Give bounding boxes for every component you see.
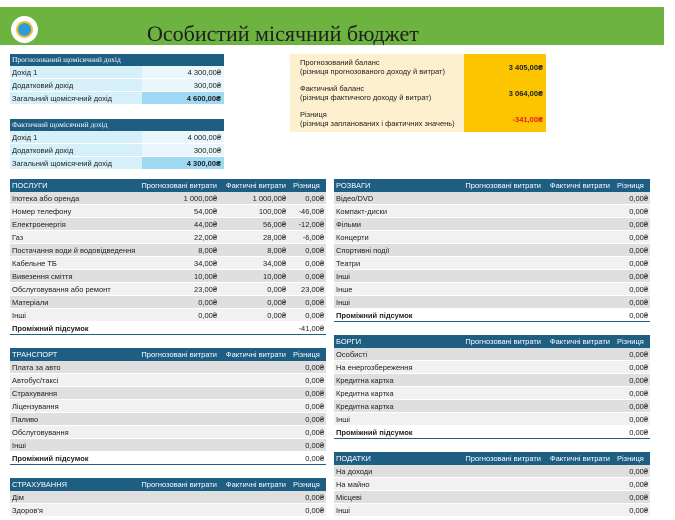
balance-row-projected [290, 54, 546, 80]
table-row [334, 400, 650, 413]
row-projected[interactable] [463, 218, 545, 230]
actual-income-table [10, 119, 224, 170]
income-label[interactable]: Додатковий дохід [10, 144, 142, 156]
row-projected[interactable] [463, 504, 545, 516]
subtotal-label: Проміжний підсумок [12, 324, 89, 333]
row-actual[interactable] [221, 504, 290, 516]
row-projected[interactable] [463, 244, 545, 256]
row-actual[interactable]: 0,00₴ [267, 285, 286, 294]
section-title: ТРАНСПОРТ [12, 350, 58, 359]
section-rows [10, 361, 326, 452]
subtotal-row [334, 426, 650, 439]
column-header-projected: Прогнозовані витрати [141, 181, 217, 190]
table-row [10, 218, 326, 231]
row-projected[interactable]: 34,00₴ [194, 259, 217, 268]
section-rows [10, 491, 326, 517]
row-name[interactable]: Інше [336, 285, 353, 294]
row-name[interactable]: На доходи [336, 467, 373, 476]
column-header-projected: Прогнозовані витрати [141, 350, 217, 359]
table-row [334, 348, 650, 361]
table-row [334, 296, 650, 309]
row-actual[interactable] [545, 244, 614, 256]
row-difference: 0,00₴ [629, 272, 648, 281]
row-projected[interactable] [463, 361, 545, 373]
row-difference: 0,00₴ [629, 194, 648, 203]
row-actual[interactable] [545, 283, 614, 295]
income-row [10, 131, 224, 144]
row-projected[interactable] [139, 387, 221, 399]
row-name[interactable]: На енергозбереження [336, 363, 413, 372]
row-actual[interactable]: 34,00₴ [263, 259, 286, 268]
row-difference: 0,00₴ [629, 389, 648, 398]
row-name[interactable]: Спортивні події [336, 246, 390, 255]
column-header-projected: Прогнозовані витрати [465, 337, 541, 346]
section-title: ПОДАТКИ [336, 454, 371, 463]
row-actual[interactable] [221, 439, 290, 451]
row-name[interactable]: Обслуговування [12, 428, 69, 437]
row-difference: 0,00₴ [629, 402, 648, 411]
section-header [334, 179, 650, 192]
table-row [10, 439, 326, 452]
row-name[interactable]: Паливо [12, 415, 39, 424]
subtotal-row [10, 452, 326, 465]
row-name[interactable]: Здоров'я [12, 506, 43, 515]
income-total-row [10, 157, 224, 170]
income-row [10, 79, 224, 92]
row-name[interactable]: Автобус/таксі [12, 376, 59, 385]
row-actual[interactable] [545, 257, 614, 269]
row-projected[interactable]: 10,00₴ [194, 272, 217, 281]
income-label[interactable]: Додатковий дохід [10, 79, 142, 91]
table-row [334, 218, 650, 231]
row-projected[interactable] [463, 491, 545, 503]
income-value[interactable]: 300,00₴ [142, 79, 224, 91]
table-row [334, 205, 650, 218]
row-actual[interactable] [545, 348, 614, 360]
column-header-projected: Прогнозовані витрати [465, 181, 541, 190]
row-name[interactable]: Газ [12, 233, 24, 242]
row-actual[interactable]: 0,00₴ [267, 311, 286, 320]
table-row [334, 465, 650, 478]
row-difference: 0,00₴ [305, 259, 324, 268]
column-header-projected: Прогнозовані витрати [141, 480, 217, 489]
table-row [334, 478, 650, 491]
row-projected[interactable] [463, 348, 545, 360]
row-difference: 0,00₴ [629, 363, 648, 372]
row-name[interactable]: Кредитна картка [336, 389, 394, 398]
balance-label-main: Прогнозований баланс [300, 58, 380, 67]
income-value[interactable]: 4 300,00₴ [142, 66, 224, 78]
row-actual[interactable] [545, 478, 614, 490]
column-header-actual: Фактичні витрати [225, 480, 286, 489]
row-difference: 0,00₴ [305, 376, 324, 385]
balance-label[interactable] [290, 54, 464, 80]
row-name[interactable]: Дім [12, 493, 24, 502]
row-actual[interactable] [545, 374, 614, 386]
table-row [334, 413, 650, 426]
row-actual[interactable]: 1 000,00₴ [252, 194, 286, 203]
column-header-actual: Фактичні витрати [549, 181, 610, 190]
row-projected[interactable]: 23,00₴ [194, 285, 217, 294]
income-total-value[interactable]: 4 600,00₴ [142, 92, 224, 104]
row-actual[interactable] [221, 426, 290, 438]
row-actual[interactable] [221, 400, 290, 412]
subtotal-row [10, 322, 326, 335]
entertainment-table [334, 179, 650, 322]
table-row [10, 205, 326, 218]
row-difference: 0,00₴ [629, 259, 648, 268]
row-actual[interactable]: 0,00₴ [267, 298, 286, 307]
budget-coin-icon [11, 16, 38, 43]
row-difference: 0,00₴ [305, 402, 324, 411]
row-projected[interactable] [463, 413, 545, 425]
section-header [334, 335, 650, 348]
row-actual[interactable]: 28,00₴ [263, 233, 286, 242]
table-row [10, 257, 326, 270]
row-name[interactable]: Концерти [336, 233, 369, 242]
row-actual[interactable] [545, 205, 614, 217]
row-projected[interactable]: 44,00₴ [194, 220, 217, 229]
section-title: ПОСЛУГИ [12, 181, 48, 190]
row-actual[interactable] [545, 413, 614, 425]
balance-label-note: (різниця прогнозованого доходу й витрат) [300, 67, 445, 76]
income-value[interactable]: 300,00₴ [142, 144, 224, 156]
table-row [334, 244, 650, 257]
column-header-actual: Фактичні витрати [549, 337, 610, 346]
row-difference: 0,00₴ [305, 363, 324, 372]
row-projected[interactable] [463, 283, 545, 295]
column-header-actual: Фактичні витрати [225, 350, 286, 359]
row-name[interactable]: Електроенергія [12, 220, 66, 229]
table-row [10, 283, 326, 296]
debts-table [334, 335, 650, 439]
section-header [10, 179, 326, 192]
subtotal-row [334, 309, 650, 322]
subtotal-value: 0,00₴ [305, 454, 324, 463]
row-difference: 0,00₴ [629, 220, 648, 229]
table-row [10, 192, 326, 205]
row-projected[interactable] [463, 400, 545, 412]
table-row [10, 491, 326, 504]
row-actual[interactable] [545, 400, 614, 412]
table-row [10, 361, 326, 374]
income-total-row [10, 92, 224, 105]
row-name[interactable]: Кредитна картка [336, 376, 394, 385]
row-actual[interactable]: 100,00₴ [258, 207, 286, 216]
row-projected[interactable] [463, 465, 545, 477]
actual-income-header: Фактичний щомісячний дохід [10, 119, 224, 131]
section-rows [334, 465, 650, 517]
table-row [10, 270, 326, 283]
row-actual[interactable] [545, 504, 614, 516]
section-header [10, 348, 326, 361]
table-row [10, 231, 326, 244]
row-actual[interactable] [221, 413, 290, 425]
row-name[interactable]: Ліцензування [12, 402, 59, 411]
row-name[interactable]: Кредитна картка [336, 402, 394, 411]
table-row [334, 270, 650, 283]
row-actual[interactable] [545, 218, 614, 230]
income-row [10, 66, 224, 79]
balance-panel [290, 54, 546, 132]
row-difference: 0,00₴ [629, 376, 648, 385]
row-projected[interactable] [463, 205, 545, 217]
section-title: СТРАХУВАННЯ [12, 480, 68, 489]
section-rows [10, 192, 326, 322]
row-projected[interactable] [463, 231, 545, 243]
income-total-value[interactable]: 4 300,00₴ [142, 157, 224, 169]
table-row [334, 192, 650, 205]
balance-label-note: (різниця запланованих і фактичних значень) [300, 119, 455, 128]
row-name[interactable]: Компакт-диски [336, 207, 388, 216]
column-header-difference: Різниця [617, 454, 644, 463]
row-difference: 0,00₴ [305, 428, 324, 437]
column-header-difference: Різниця [293, 181, 320, 190]
row-projected[interactable] [139, 426, 221, 438]
subtotal-value: 0,00₴ [629, 311, 648, 320]
row-difference: 0,00₴ [305, 389, 324, 398]
row-actual[interactable] [545, 361, 614, 373]
row-actual[interactable]: 56,00₴ [263, 220, 286, 229]
row-difference: 0,00₴ [629, 506, 648, 515]
row-difference: 0,00₴ [629, 298, 648, 307]
balance-value[interactable]: 3 064,00₴ [464, 80, 546, 106]
row-difference: 0,00₴ [629, 350, 648, 359]
taxes-table [334, 452, 650, 517]
table-row [10, 413, 326, 426]
row-projected[interactable] [139, 491, 221, 503]
column-header-projected: Прогнозовані витрати [465, 454, 541, 463]
row-projected[interactable] [463, 257, 545, 269]
row-projected[interactable]: 8,00₴ [198, 246, 217, 255]
row-projected[interactable] [463, 478, 545, 490]
row-difference: 0,00₴ [305, 506, 324, 515]
column-header-difference: Різниця [617, 181, 644, 190]
insurance-table [10, 478, 326, 517]
row-name[interactable]: Інші [336, 298, 350, 307]
balance-value[interactable]: -341,00₴ [464, 106, 546, 132]
title-banner [0, 7, 664, 45]
subtotal-value: 0,00₴ [629, 428, 648, 437]
row-projected[interactable] [139, 439, 221, 451]
row-projected[interactable] [463, 387, 545, 399]
row-difference: 0,00₴ [305, 298, 324, 307]
row-projected[interactable] [463, 374, 545, 386]
row-projected[interactable]: 1 000,00₴ [183, 194, 217, 203]
row-actual[interactable] [221, 387, 290, 399]
income-label[interactable]: Загальний щомісячний дохід [10, 157, 142, 169]
balance-label-main: Фактичний баланс [300, 84, 365, 93]
row-name[interactable]: Вивезення сміття [12, 272, 73, 281]
section-header [334, 452, 650, 465]
row-difference: -12,00₴ [298, 220, 324, 229]
table-row [334, 283, 650, 296]
table-row [10, 296, 326, 309]
row-difference: 0,00₴ [629, 285, 648, 294]
row-actual[interactable] [545, 465, 614, 477]
row-actual[interactable]: 10,00₴ [263, 272, 286, 281]
row-name[interactable]: Інші [336, 506, 350, 515]
row-projected[interactable] [139, 413, 221, 425]
row-actual[interactable] [221, 361, 290, 373]
subtotal-value: -41,00₴ [298, 324, 324, 333]
row-actual[interactable] [545, 270, 614, 282]
subtotal-label: Проміжний підсумок [336, 428, 413, 437]
row-actual[interactable] [545, 491, 614, 503]
income-label[interactable]: Загальний щомісячний дохід [10, 92, 142, 104]
row-name[interactable]: Кабельне ТБ [12, 259, 57, 268]
row-difference: 0,00₴ [629, 467, 648, 476]
row-difference: 0,00₴ [305, 272, 324, 281]
row-projected[interactable] [463, 270, 545, 282]
table-row [10, 426, 326, 439]
row-difference: 0,00₴ [305, 493, 324, 502]
row-projected[interactable] [139, 374, 221, 386]
table-row [334, 374, 650, 387]
row-difference: 0,00₴ [305, 194, 324, 203]
balance-value[interactable]: 3 405,00₴ [464, 54, 546, 80]
row-name[interactable]: Інші [336, 272, 350, 281]
income-row [10, 144, 224, 157]
row-projected[interactable] [139, 504, 221, 516]
row-name[interactable]: Номер телефону [12, 207, 72, 216]
subtotal-label: Проміжний підсумок [12, 454, 89, 463]
row-difference: 0,00₴ [629, 415, 648, 424]
column-header-actual: Фактичні витрати [549, 454, 610, 463]
row-name[interactable]: На майно [336, 480, 370, 489]
row-projected[interactable]: 54,00₴ [194, 207, 217, 216]
projected-income-table [10, 54, 224, 105]
row-difference: -46,00₴ [298, 207, 324, 216]
table-row [334, 257, 650, 270]
row-name[interactable]: Страхування [12, 389, 58, 398]
row-difference: 23,00₴ [301, 285, 324, 294]
row-name[interactable]: Іпотека або оренда [12, 194, 80, 203]
subtotal-label: Проміжний підсумок [336, 311, 413, 320]
page-title: Особистий місячний бюджет [147, 21, 419, 46]
row-name[interactable]: Інші [336, 415, 350, 424]
row-name[interactable]: Інші [12, 441, 26, 450]
row-projected[interactable]: 0,00₴ [198, 298, 217, 307]
row-projected[interactable] [463, 296, 545, 308]
row-projected[interactable] [139, 361, 221, 373]
table-row [334, 491, 650, 504]
balance-row-difference [290, 106, 546, 132]
table-row [10, 504, 326, 517]
table-row [10, 309, 326, 322]
column-header-difference: Різниця [617, 337, 644, 346]
income-value[interactable]: 4 000,00₴ [142, 131, 224, 143]
column-header-difference: Різниця [293, 350, 320, 359]
row-difference: 0,00₴ [629, 480, 648, 489]
column-header-actual: Фактичні витрати [225, 181, 286, 190]
row-difference: -6,00₴ [302, 233, 324, 242]
balance-row-actual [290, 80, 546, 106]
projected-income-header: Прогнозований щомісячний дохід [10, 54, 224, 66]
balance-label-note: (різниця фактичного доходу й витрат) [300, 93, 432, 102]
balance-label[interactable] [290, 106, 464, 132]
row-name[interactable]: Особисті [336, 350, 368, 359]
row-actual[interactable] [545, 192, 614, 204]
row-difference: 0,00₴ [305, 415, 324, 424]
row-name[interactable]: Інші [12, 311, 26, 320]
row-actual[interactable] [545, 296, 614, 308]
table-row [334, 231, 650, 244]
row-difference: 0,00₴ [629, 493, 648, 502]
row-name[interactable]: Постачання води й водовідведення [12, 246, 136, 255]
row-name[interactable]: Матеріали [12, 298, 49, 307]
table-row [10, 244, 326, 257]
row-difference: 0,00₴ [305, 441, 324, 450]
row-name[interactable]: Театри [336, 259, 361, 268]
row-name[interactable]: Обслуговування або ремонт [12, 285, 111, 294]
row-projected[interactable]: 22,00₴ [194, 233, 217, 242]
row-projected[interactable]: 0,00₴ [198, 311, 217, 320]
balance-label-main: Різниця [300, 110, 327, 119]
section-header [10, 478, 326, 491]
row-name[interactable]: Фільми [336, 220, 361, 229]
row-name[interactable]: Місцеві [336, 493, 362, 502]
row-difference: 0,00₴ [305, 311, 324, 320]
table-row [334, 361, 650, 374]
table-row [10, 387, 326, 400]
transport-table [10, 348, 326, 465]
row-projected[interactable] [463, 192, 545, 204]
row-actual[interactable] [221, 374, 290, 386]
row-name[interactable]: Відео/DVD [336, 194, 374, 203]
balance-label[interactable] [290, 80, 464, 106]
services-table [10, 179, 326, 335]
column-header-difference: Різниця [293, 480, 320, 489]
table-row [10, 374, 326, 387]
table-row [334, 387, 650, 400]
row-projected[interactable] [139, 400, 221, 412]
row-actual[interactable] [545, 231, 614, 243]
income-label[interactable]: Дохід 1 [10, 66, 142, 78]
row-difference: 0,00₴ [305, 246, 324, 255]
row-difference: 0,00₴ [629, 233, 648, 242]
row-difference: 0,00₴ [629, 207, 648, 216]
row-actual[interactable]: 8,00₴ [267, 246, 286, 255]
table-row [10, 400, 326, 413]
section-title: РОЗВАГИ [336, 181, 371, 190]
row-actual[interactable] [545, 387, 614, 399]
row-name[interactable]: Плата за авто [12, 363, 61, 372]
income-label[interactable]: Дохід 1 [10, 131, 142, 143]
section-title: БОРГИ [336, 337, 362, 346]
section-rows [334, 348, 650, 426]
row-actual[interactable] [221, 491, 290, 503]
table-row [334, 504, 650, 517]
row-difference: 0,00₴ [629, 246, 648, 255]
section-rows [334, 192, 650, 309]
